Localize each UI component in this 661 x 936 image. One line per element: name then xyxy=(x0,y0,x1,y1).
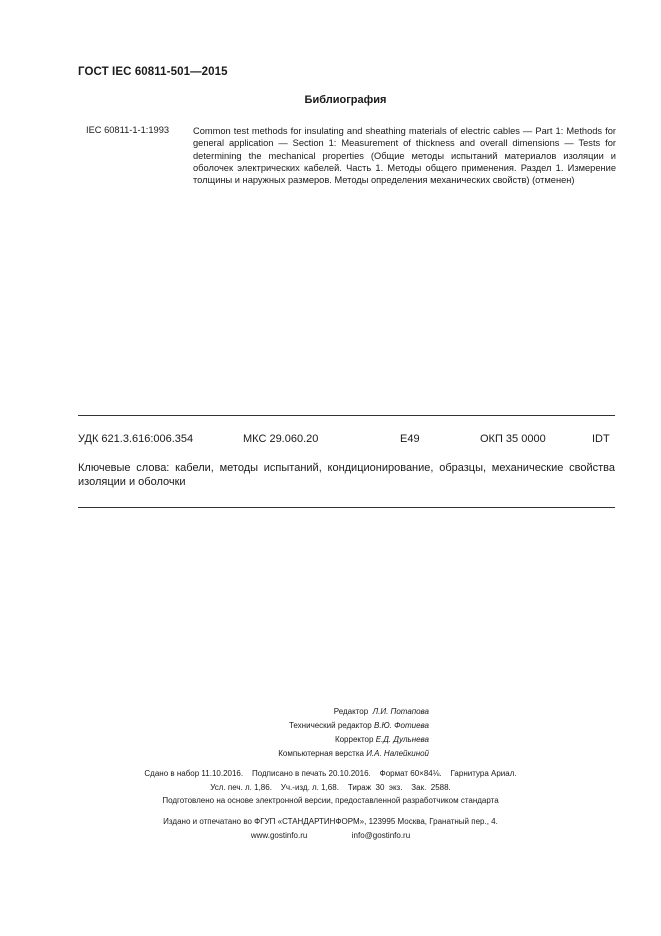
e-code: Е49 xyxy=(400,433,420,445)
credit-tech-editor: Технический редактор В.Ю. Фотиева xyxy=(288,721,429,730)
reference-code: IEC 60811-1-1:1993 xyxy=(86,125,170,135)
print-info-line3: Подготовлено на основе электронной версии, предоставленной разработчиком стандарта xyxy=(162,796,499,805)
print-info-line1: Сдано в набор 11.10.2016. Подписано в печать 20.10.2016. Формат 60×84⅛. Гарнитура Ариал. xyxy=(144,769,517,778)
divider-top xyxy=(78,415,615,416)
standard-code: ГОСТ IEC 60811-501—2015 xyxy=(78,66,228,78)
print-info xyxy=(0,767,661,808)
email-link[interactable]: info@gostinfo.ru xyxy=(351,830,411,840)
mks-code: МКС 29.060.20 xyxy=(243,433,319,445)
divider-bottom xyxy=(78,507,615,508)
website-link[interactable]: www.gostinfo.ru xyxy=(250,830,308,840)
credit-editor: Редактор Л.И. Потапова xyxy=(333,707,429,716)
bibliography-title: Библиография xyxy=(304,94,387,106)
print-info-line2: Усл. печ. л. 1,86. Уч.-изд. л. 1,68. Тираж 30 экз. Зак. 2588. xyxy=(210,782,451,792)
credit-layout: Компьютерная верстка И.А. Налейкиной xyxy=(278,749,429,758)
idt-code: IDT xyxy=(592,433,610,445)
publisher-line: Издано и отпечатано во ФГУП «СТАНДАРТИНФОРМ», 123995 Москва, Гранатный пер., 4. xyxy=(163,817,498,826)
udk-code: УДК 621.3.616:006.354 xyxy=(78,433,194,445)
okp-code: ОКП 35 0000 xyxy=(480,433,546,445)
publisher-info xyxy=(0,815,661,842)
keywords: Ключевые слова: кабели, методы испытаний, кондиционирование, образцы, механические свойства изоляции и оболочки xyxy=(78,462,615,488)
credits-block xyxy=(0,705,661,761)
credit-corrector: Корректор Е.Д. Дульнева xyxy=(334,735,429,744)
reference-text: Common test methods for insulating and sheathing materials of electric cables — Part 1: Methods for general application — Section 1: Measurement of thickness and overall dimensions — Tests for determining the mechanical properties (Общие методы испытаний материалов изоляции и оболочек электрических кабелей. Часть 1. Методы общего применения. Раздел 1. Измерение толщины и наружных размеров. Методы определения механических свойств) (отменен) xyxy=(193,126,616,186)
